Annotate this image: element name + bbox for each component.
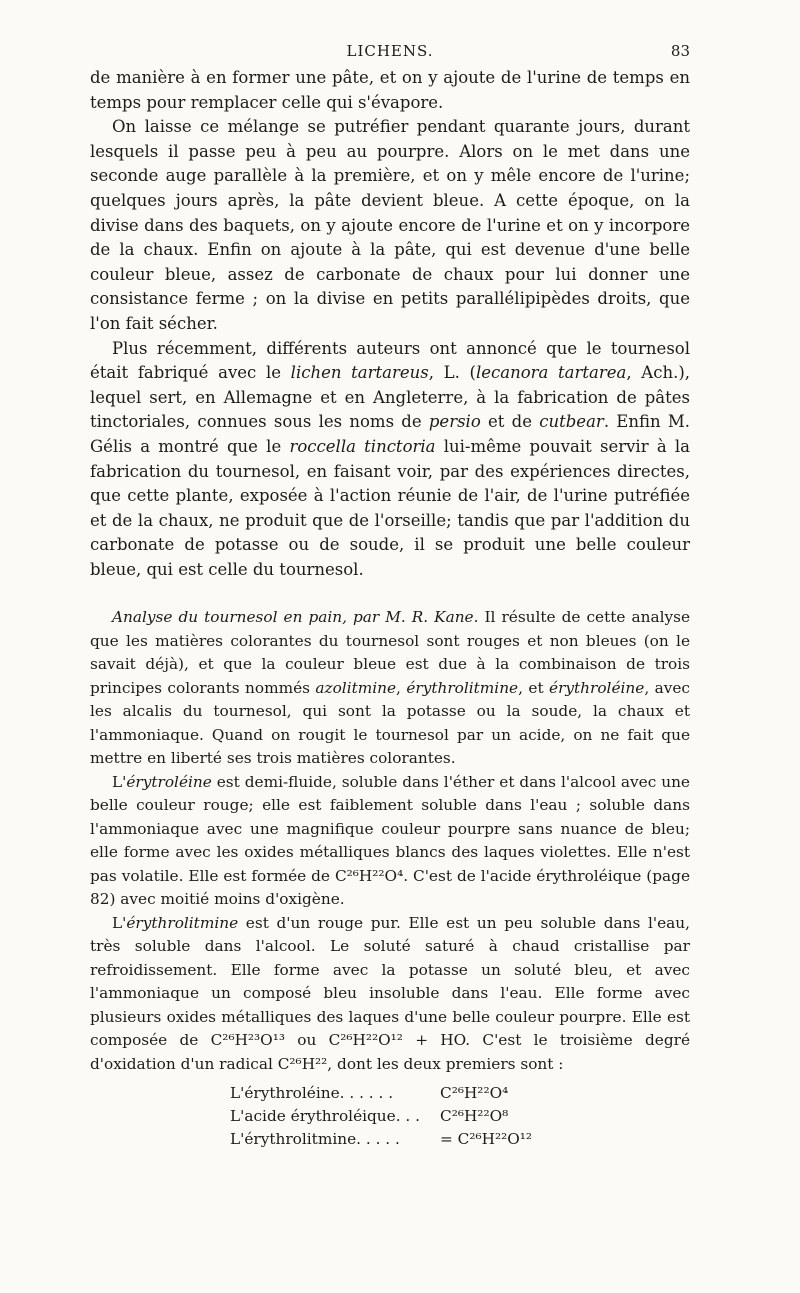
compound-name: L'acide érythroléique. . . <box>230 1107 421 1126</box>
lecanora-tartarea-term: lecanora tartarea <box>475 363 627 383</box>
paragraph-2: On laisse ce mélange se putréfier pendant quarante jours, durant lesquels il passe peu à peu au pourpre. Alors on le met dans une seconde auge parallèle à la première, et on y mêle encore de l'urine; quelques jours après, la pâte devient bleue. A cette époque, on la divise dans des baquets, on y ajoute encore de l'urine et on y incorpore de la chaux. Enfin on ajoute à la pâte, qui est devenue d'une belle couleur bleue, assez de carbonate de chaux pour lui donner une consistance ferme ; on la divise en petits parallélipipèdes droits, que l'on fait sécher. <box>90 117 690 333</box>
page-number: 83 <box>670 42 690 60</box>
paragraph-3: Plus récemment, différents auteurs ont annoncé que le tournesol était fabriqué avec le lichen tartareus, L. (lecanora tartarea, Ach.), lequel sert, en Allemagne et en Angleterre, à la fabrication de pâtes tinctoriales, connues sous les noms de persio et de cutbear. Enfin M. Gélis a montré que le roccella tinctoria lui-même pouvait servir à la fabrication du tournesol, en faisant voir, par des expériences directes, que cette plante, exposée à l'action réunie de l'air, de l'urine putréfiée et de la chaux, ne produit que de l'orseille; tandis que par l'addition du carbonate de potasse ou de soude, il se produit une belle couleur bleue, qui est celle du tournesol. <box>90 338 691 579</box>
oxidation-table <box>230 1082 690 1151</box>
compound-formula: = C²⁶H²²O¹² <box>440 1130 533 1149</box>
table-row <box>230 1105 690 1128</box>
table-row <box>230 1128 690 1151</box>
compound-name: L'érythrolitmine. . . . . <box>230 1130 400 1149</box>
cutbear-term: cutbear <box>539 412 604 432</box>
section-gap <box>90 582 690 606</box>
analysis-paragraph: Analyse du tournesol en pain, par M. R. Kane. Il résulte de cette analyse que les matières colorantes du tournesol sont rouges et non bleues (on le savait déjà), et que la couleur bleue est due à la combinaison de trois principes colorants nommés azolitmine, érythrolitmine, et érythroléine, avec les alcalis du tournesol, qui sont la potasse ou la soude, la chaux et l'ammoniaque. Quand on rougit le tournesol par un acide, on ne fait que mettre en liberté ses trois matières colorantes. <box>90 608 690 768</box>
compound-name: L'érythroléine. . . . . . <box>230 1084 394 1103</box>
section-heading: Analyse du tournesol en pain, par M. R. Kane. <box>112 608 479 627</box>
page-title: LICHENS. <box>346 42 434 60</box>
erythrolitmine-term-2: érythrolitmine <box>126 913 239 932</box>
compound-formula: C²⁶H²²O⁴ <box>440 1084 509 1103</box>
analysis-section <box>90 606 690 1151</box>
table-row <box>230 1082 690 1105</box>
erythrolitmine-term: érythrolitmine <box>406 678 519 697</box>
persio-term: persio <box>428 412 481 432</box>
book-page <box>90 38 690 1151</box>
paragraph-1: de manière à en former une pâte, et on y ajoute de l'urine de temps en temps pour remplacer celle qui s'évapore. <box>90 68 690 112</box>
erytroleine-term: érytroléine <box>126 772 212 791</box>
erythroleine-term: érythroléine <box>549 678 645 697</box>
roccella-term: roccella tinctoria <box>289 436 436 456</box>
erytroleine-paragraph: L'érytroléine est demi-fluide, soluble dans l'éther et dans l'alcool avec une belle couleur rouge; elle est faiblement soluble dans l'eau ; soluble dans l'ammoniaque avec une magnifique couleur pourpre sans nuance de bleu; elle forme avec les oxides métalliques blancs des laques violettes. Elle n'est pas volatile. Elle est formée de C²⁶H²²O⁴. C'est de l'acide érythroléique (page 82) avec moitié moins d'oxigène. <box>90 772 690 909</box>
running-header <box>90 38 690 66</box>
erythrolitmine-paragraph: L'érythrolitmine est d'un rouge pur. Elle est un peu soluble dans l'eau, très soluble dans l'alcool. Le soluté saturé à chaud cristallise par refroidissement. Elle forme avec la potasse un soluté bleu, et avec l'ammoniaque un composé bleu insoluble dans l'eau. Elle forme avec plusieurs oxides métalliques des laques d'une belle couleur pourpre. Elle est composée de C²⁶H²³O¹³ ou C²⁶H²²O¹² + HO. C'est le troisième degré d'oxidation d'un radical C²⁶H²², dont les deux premiers sont : <box>90 913 690 1073</box>
compound-formula: C²⁶H²²O⁸ <box>440 1107 509 1126</box>
azolitmine-term: azolitmine <box>315 678 397 697</box>
lichen-tartareus-term: lichen tartareus <box>290 363 429 383</box>
